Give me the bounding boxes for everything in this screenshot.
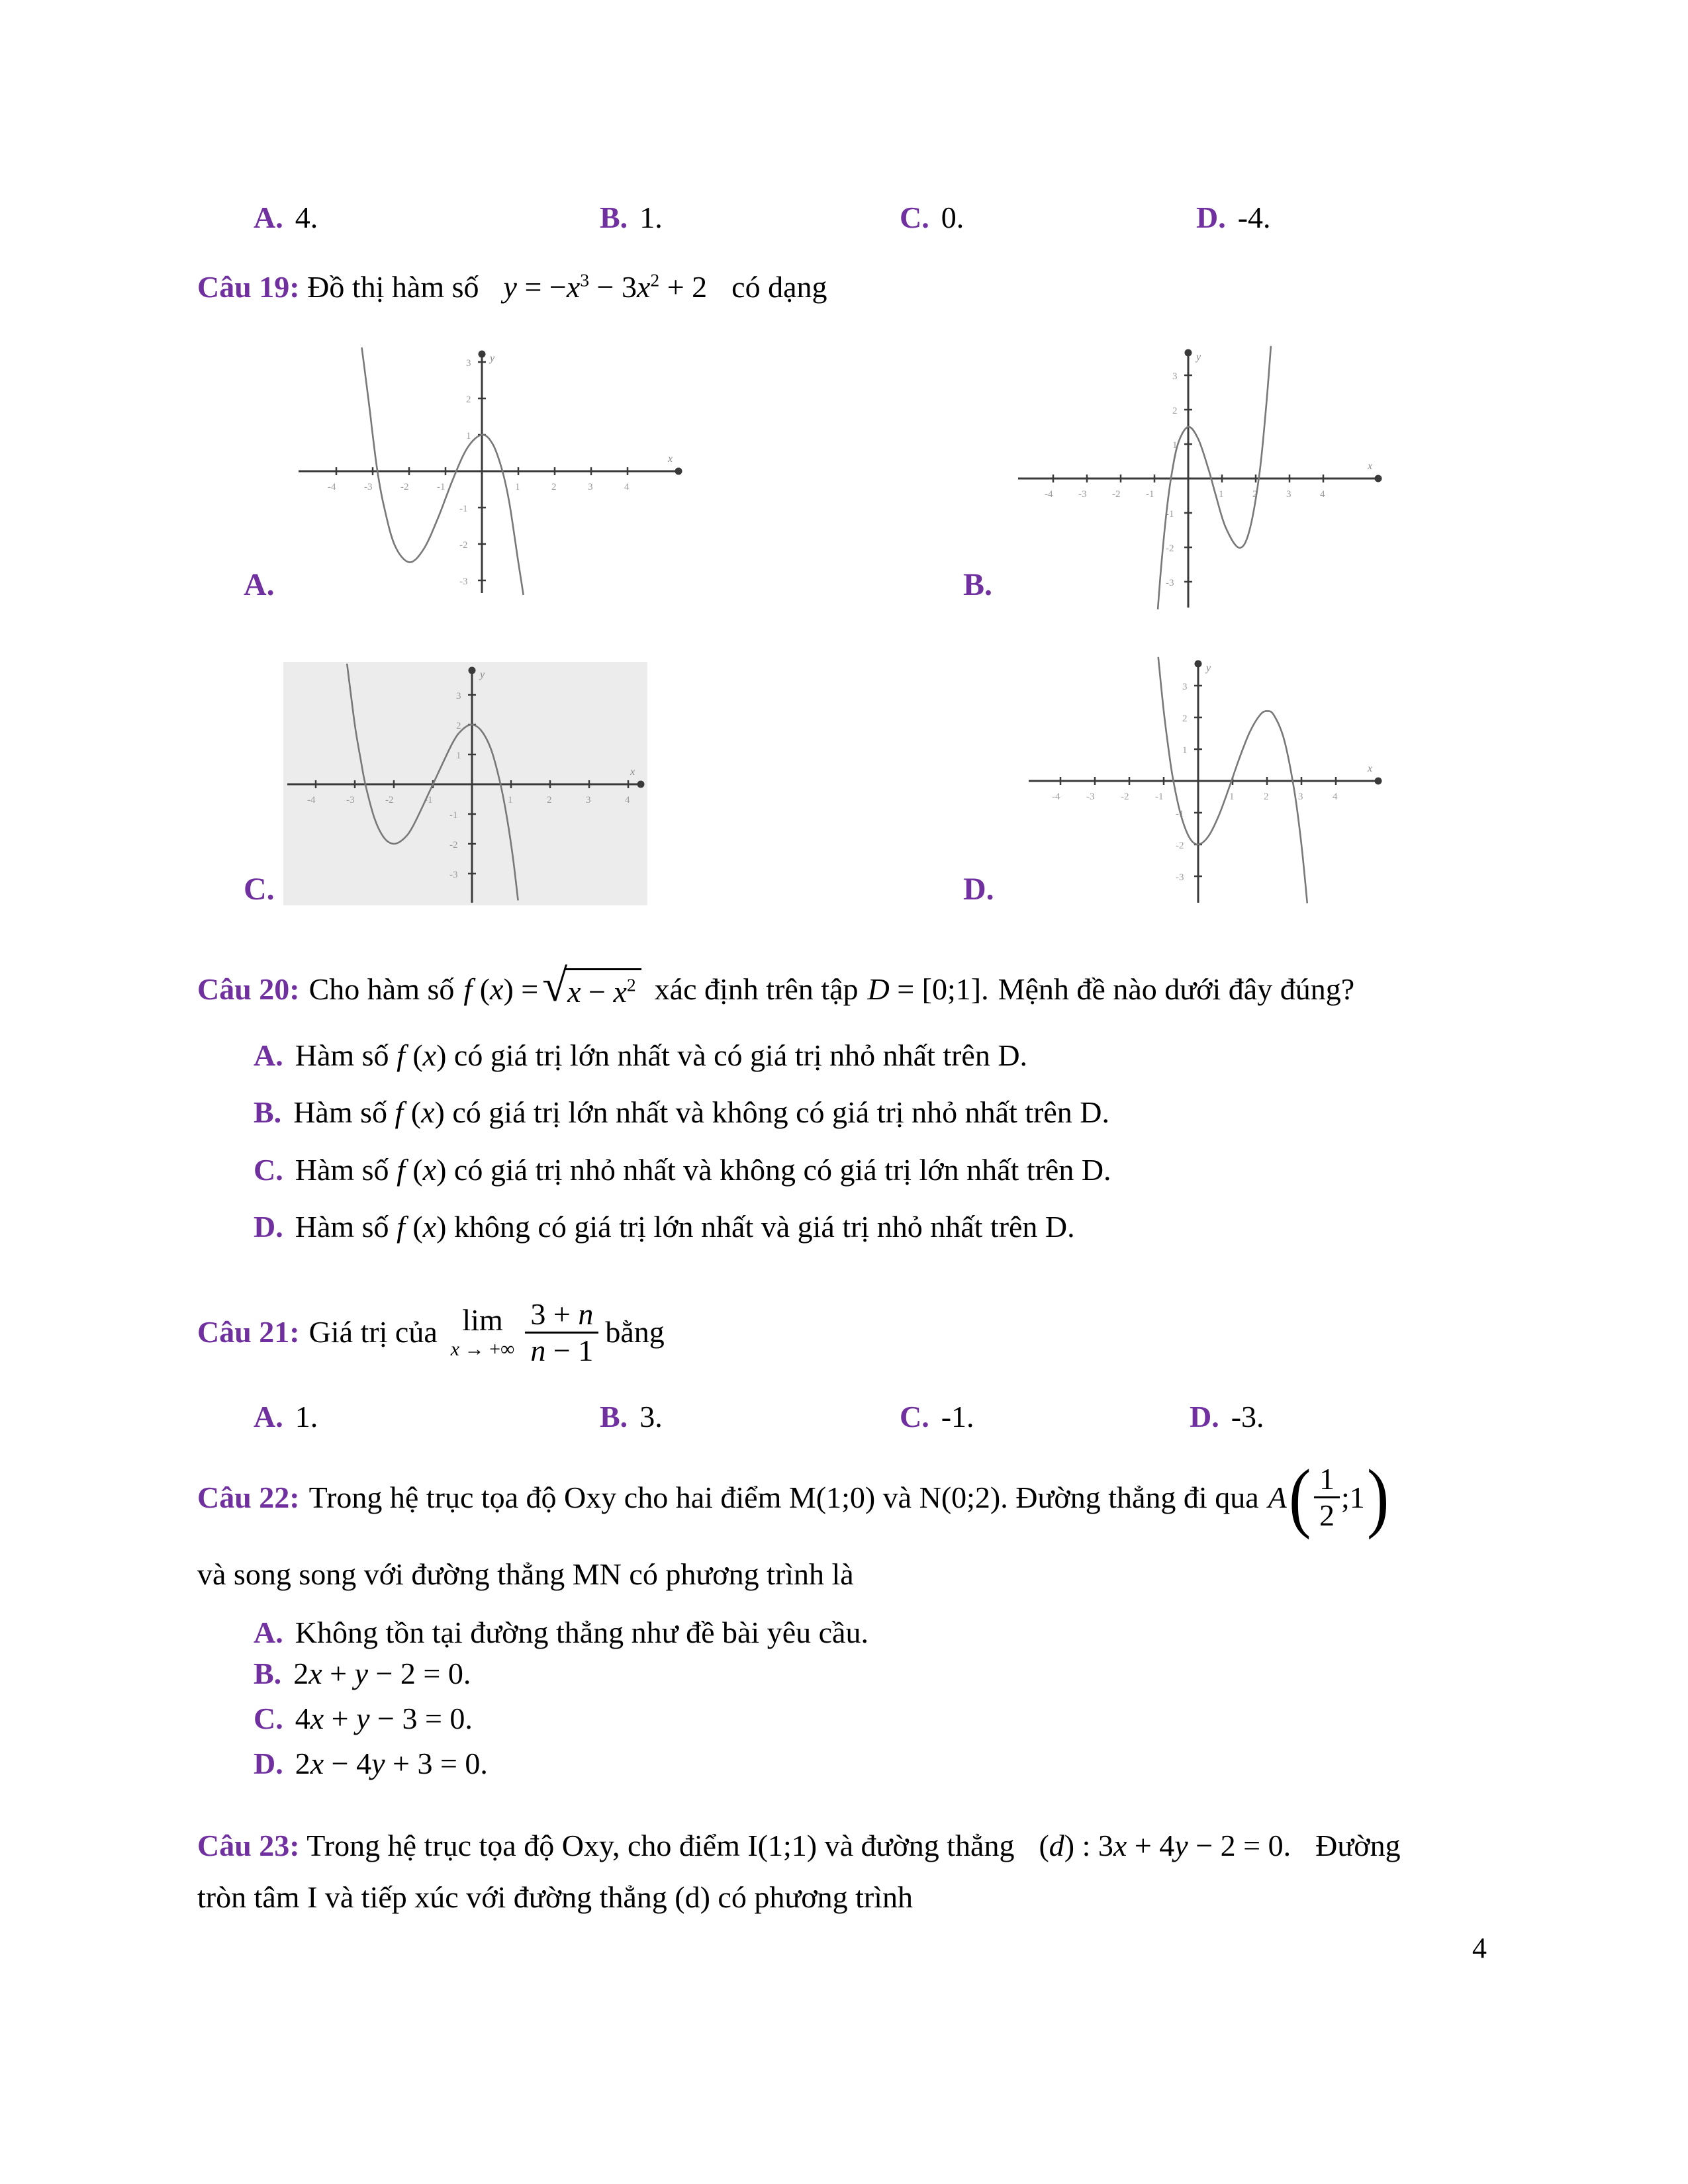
svg-text:1: 1 bbox=[1182, 745, 1188, 756]
q21-option-c: C. -1. bbox=[900, 1400, 974, 1433]
svg-text:-3: -3 bbox=[346, 795, 355, 805]
svg-text:-4: -4 bbox=[328, 482, 336, 492]
svg-text:-4: -4 bbox=[307, 795, 316, 805]
q21-option-a: A. 1. bbox=[254, 1400, 318, 1433]
option-text: 4. bbox=[295, 201, 318, 234]
svg-text:3: 3 bbox=[586, 795, 591, 805]
option-letter: A. bbox=[254, 201, 283, 234]
svg-text:1: 1 bbox=[515, 482, 520, 492]
svg-text:2: 2 bbox=[1182, 713, 1188, 724]
svg-text:-3: -3 bbox=[1166, 578, 1174, 588]
answer-option-b bbox=[600, 199, 663, 237]
svg-text:-1: -1 bbox=[1146, 489, 1154, 500]
question-text-post: bằng bbox=[605, 1315, 665, 1349]
svg-text:-2: -2 bbox=[400, 482, 409, 492]
svg-text:3: 3 bbox=[588, 482, 593, 492]
svg-text:x: x bbox=[668, 453, 673, 465]
option-text: 0. bbox=[941, 201, 964, 234]
question-text-mid: xác định trên tập bbox=[654, 972, 859, 1007]
q20-option-b: B. Hàm số f (x) có giá trị lớn nhất và không có giá trị nhỏ nhất trên D. bbox=[254, 1095, 1110, 1129]
question-22 bbox=[197, 1439, 1391, 1555]
question-text: Giá trị của bbox=[308, 1315, 438, 1349]
formula: $y = -x^3 - 3x^2 + 2$ bbox=[503, 269, 708, 304]
question-text-post: Đường bbox=[1315, 1829, 1401, 1862]
svg-text:3: 3 bbox=[1298, 792, 1303, 802]
svg-text:-3: -3 bbox=[1086, 792, 1095, 802]
question-label: Câu 21: bbox=[197, 1315, 300, 1349]
svg-text:1: 1 bbox=[1229, 792, 1235, 802]
svg-text:-4: -4 bbox=[1052, 792, 1060, 802]
svg-text:-3: -3 bbox=[1078, 489, 1087, 500]
svg-text:-3: -3 bbox=[449, 870, 458, 880]
question-text-post: có dạng bbox=[731, 270, 827, 304]
svg-text:-2: -2 bbox=[1121, 792, 1129, 802]
q20-option-c: C. Hàm số f (x) có giá trị nhỏ nhất và không có giá trị lớn nhất trên D. bbox=[254, 1153, 1111, 1187]
svg-text:x: x bbox=[1368, 461, 1373, 472]
svg-text:3: 3 bbox=[466, 358, 471, 369]
svg-text:-3: -3 bbox=[364, 482, 373, 492]
svg-text:3: 3 bbox=[1172, 371, 1178, 382]
svg-text:2: 2 bbox=[466, 394, 471, 405]
radical-icon: √ bbox=[542, 960, 568, 1011]
svg-text:-4: -4 bbox=[1045, 489, 1053, 500]
svg-text:3: 3 bbox=[456, 691, 461, 702]
svg-text:-3: -3 bbox=[1176, 872, 1184, 883]
question-23-line2: tròn tâm I và tiếp xúc với đường thẳng (d) có phương trình bbox=[197, 1880, 913, 1914]
graph-label-d: D. bbox=[963, 872, 994, 907]
svg-text:1: 1 bbox=[1172, 440, 1178, 451]
close-paren: ) bbox=[1366, 1453, 1389, 1541]
fraction: $\frac{3 + n}{n - 1}$ bbox=[525, 1297, 598, 1367]
option-text: -4. bbox=[1237, 201, 1271, 234]
question-label: Câu 19: bbox=[197, 270, 300, 304]
svg-text:-2: -2 bbox=[449, 840, 458, 850]
svg-text:-1: -1 bbox=[449, 810, 458, 821]
question-label: Câu 23: bbox=[197, 1829, 300, 1862]
q22-option-a: A. Không tồn tại đường thẳng như đề bài yêu cầu. bbox=[254, 1615, 868, 1649]
svg-text:3: 3 bbox=[1182, 682, 1188, 692]
svg-text:2: 2 bbox=[1264, 792, 1269, 802]
q21-option-d: D. -3. bbox=[1190, 1400, 1264, 1433]
svg-text:2: 2 bbox=[547, 795, 552, 805]
q20-option-a: A. Hàm số f (x) có giá trị lớn nhất và có giá trị nhỏ nhất trên D. bbox=[254, 1038, 1028, 1072]
question-text: Đồ thị hàm số bbox=[307, 270, 479, 304]
question-23 bbox=[197, 1827, 1401, 1865]
svg-text:2: 2 bbox=[1252, 489, 1258, 500]
svg-text:2: 2 bbox=[551, 482, 557, 492]
graph-option-b bbox=[1014, 344, 1385, 610]
svg-text:2: 2 bbox=[1172, 406, 1178, 416]
svg-text:-1: -1 bbox=[1176, 809, 1184, 819]
svg-text:x: x bbox=[1368, 763, 1373, 774]
svg-text:-3: -3 bbox=[459, 576, 468, 587]
graph-label-c: C. bbox=[244, 872, 275, 907]
q22-option-c: C. 4x + y − 3 = 0. bbox=[254, 1702, 473, 1735]
point-a-expression: A ( $\frac{1}{2}$ ;1 ) bbox=[1268, 1453, 1389, 1541]
svg-text:-1: -1 bbox=[1155, 792, 1164, 802]
q22-option-d: D. 2x − 4y + 3 = 0. bbox=[254, 1747, 488, 1780]
page-number: 4 bbox=[1472, 1932, 1487, 1964]
question-text: Cho hàm số bbox=[308, 972, 455, 1007]
svg-text:y: y bbox=[1196, 351, 1201, 363]
svg-text:-1: -1 bbox=[437, 482, 445, 492]
question-19 bbox=[197, 268, 827, 306]
q20-option-d: D. Hàm số f (x) không có giá trị lớn nhất và giá trị nhỏ nhất trên D. bbox=[254, 1210, 1075, 1244]
sqrt-expression: √ $x - x^2$ bbox=[542, 968, 641, 1011]
svg-text:y: y bbox=[1206, 662, 1211, 674]
svg-text:4: 4 bbox=[625, 795, 630, 805]
question-label: Câu 22: bbox=[197, 1480, 300, 1514]
svg-text:1: 1 bbox=[1219, 489, 1224, 500]
graph-label-b: B. bbox=[963, 567, 993, 602]
open-paren: ( bbox=[1288, 1453, 1311, 1541]
option-text: 1. bbox=[639, 201, 663, 234]
svg-text:-1: -1 bbox=[424, 795, 433, 805]
svg-text:y: y bbox=[490, 353, 495, 364]
svg-text:-2: -2 bbox=[1166, 543, 1174, 554]
graph-option-c bbox=[283, 662, 647, 905]
question-text: Trong hệ trục tọa độ Oxy, cho điểm I(1;1) và đường thẳng bbox=[306, 1829, 1015, 1862]
question-label: Câu 20: bbox=[197, 972, 300, 1007]
svg-text:4: 4 bbox=[1333, 792, 1338, 802]
formula-domain: D = [0;1]. bbox=[867, 972, 989, 1007]
option-letter: C. bbox=[900, 201, 929, 234]
svg-text:1: 1 bbox=[508, 795, 513, 805]
graph-option-a bbox=[295, 345, 685, 596]
svg-text:-1: -1 bbox=[459, 504, 468, 514]
svg-text:-2: -2 bbox=[1112, 489, 1121, 500]
question-22-line2: và song song với đường thẳng MN có phương trình là bbox=[197, 1557, 854, 1591]
option-letter: B. bbox=[600, 201, 628, 234]
question-21 bbox=[197, 1276, 665, 1388]
question-text: Trong hệ trục tọa độ Oxy cho hai điểm M(1;0) và N(0;2). Đường thẳng đi qua bbox=[308, 1480, 1259, 1514]
svg-text:3: 3 bbox=[1286, 489, 1291, 500]
question-text-post: Mệnh đề nào dưới đây đúng? bbox=[998, 972, 1355, 1007]
svg-text:4: 4 bbox=[624, 482, 630, 492]
svg-text:4: 4 bbox=[1320, 489, 1325, 500]
formula: (d) : 3x + 4y − 2 = 0. bbox=[1039, 1829, 1291, 1862]
svg-text:2: 2 bbox=[456, 721, 461, 731]
question-20 bbox=[197, 953, 1354, 1026]
graph-option-d bbox=[1025, 655, 1385, 905]
svg-text:-1: -1 bbox=[1166, 509, 1174, 520]
answer-option-a bbox=[254, 199, 318, 237]
q21-option-b: B. 3. bbox=[600, 1400, 663, 1433]
option-letter: D. bbox=[1196, 201, 1226, 234]
answer-option-d bbox=[1196, 199, 1271, 237]
svg-text:1: 1 bbox=[456, 751, 461, 761]
svg-text:1: 1 bbox=[466, 431, 471, 441]
svg-text:x: x bbox=[630, 766, 635, 778]
svg-text:-2: -2 bbox=[1176, 841, 1184, 851]
svg-text:-2: -2 bbox=[385, 795, 394, 805]
limit-expression: lim x → +∞ bbox=[450, 1303, 515, 1360]
graph-label-a: A. bbox=[244, 567, 275, 602]
answer-option-c bbox=[900, 199, 964, 237]
svg-text:y: y bbox=[480, 669, 485, 680]
q22-option-b: B. 2x + y − 2 = 0. bbox=[254, 1657, 471, 1690]
svg-text:-2: -2 bbox=[459, 540, 468, 551]
formula-fx: f (x) = bbox=[463, 972, 539, 1007]
